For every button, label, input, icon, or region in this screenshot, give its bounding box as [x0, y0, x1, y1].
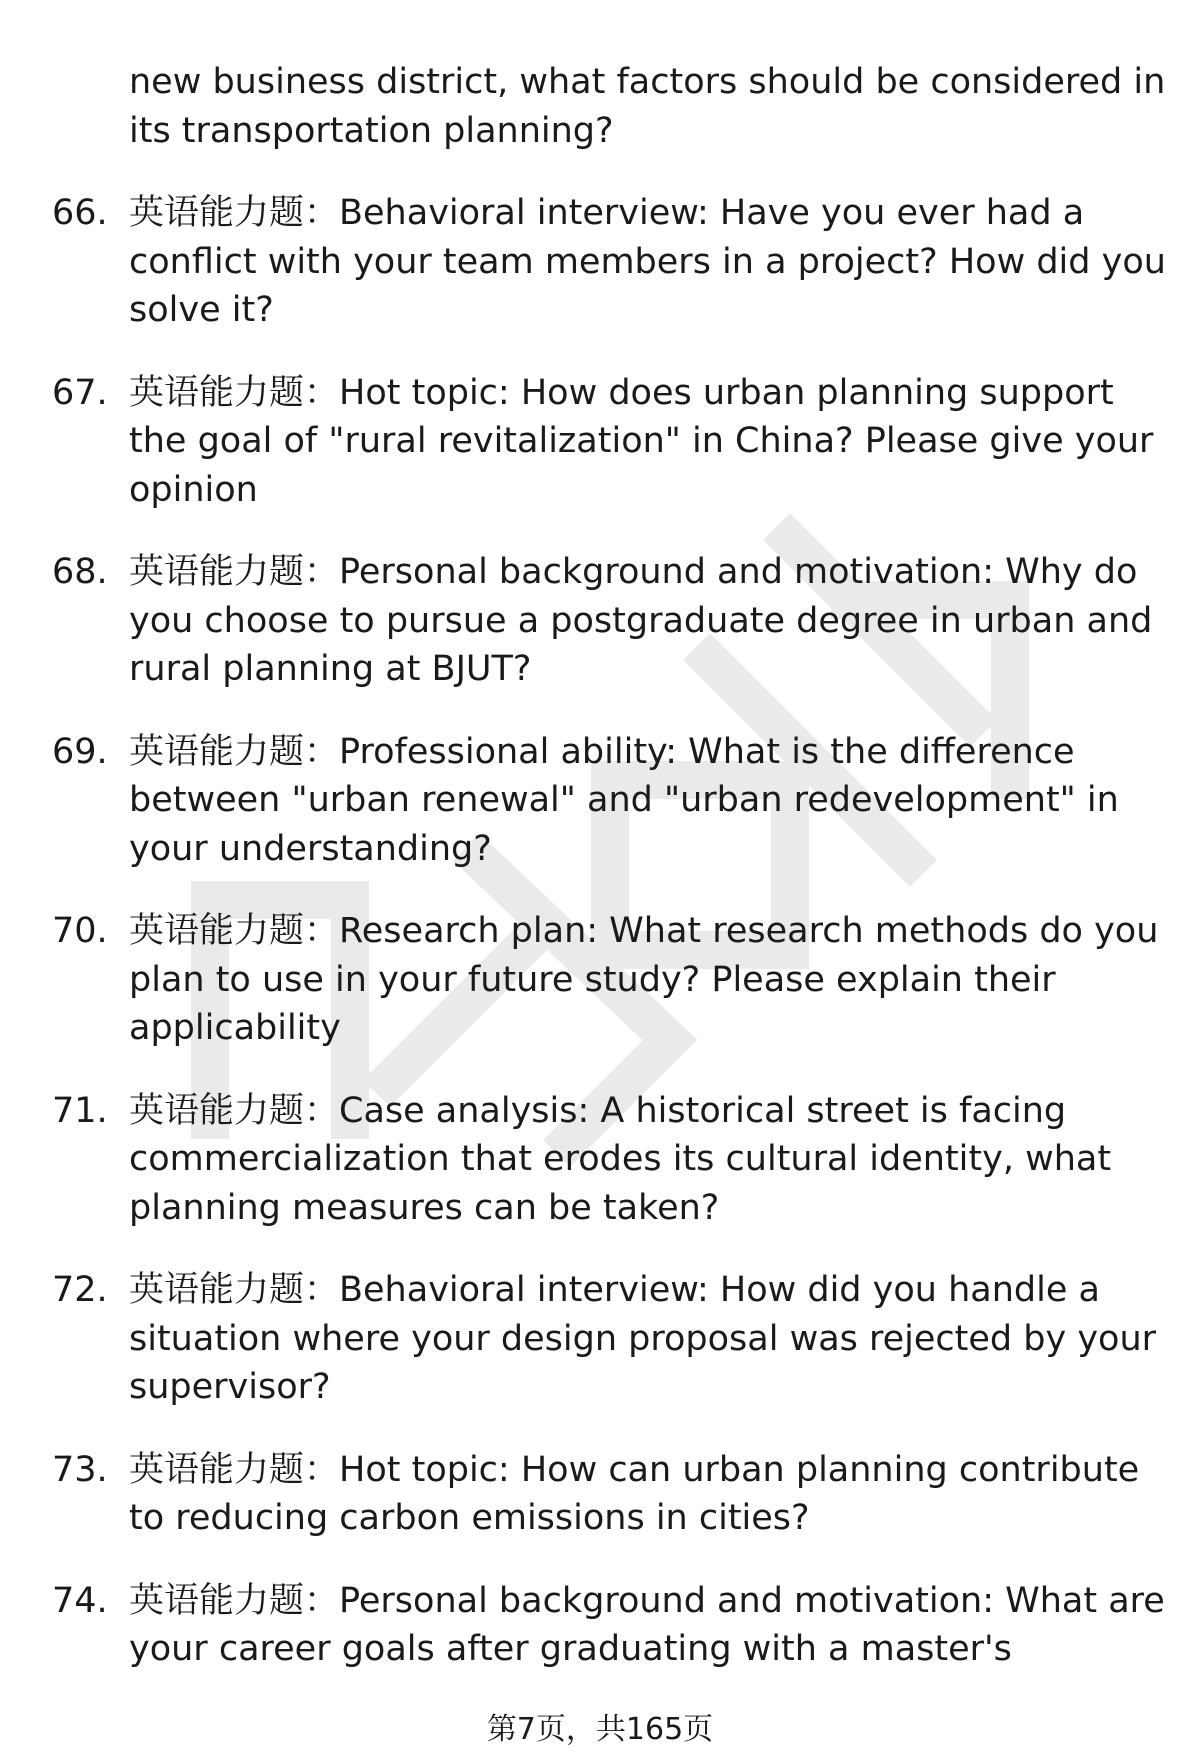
question-body: Behavioral interview: Have you ever had a conflict with your team members in a project? How did you solve it?	[129, 193, 1166, 330]
question-item	[0, 1087, 1200, 1233]
page-footer: 第7页，共165页	[486, 1712, 714, 1747]
question-text	[129, 1266, 1169, 1412]
question-category-prefix: 英语能力题：	[129, 1270, 340, 1310]
question-number: 72.	[52, 1270, 108, 1310]
document-body	[0, 58, 1200, 1674]
question-number: 70.	[52, 911, 108, 951]
question-body: Research plan: What research methods do you plan to use in your future study? Please explain their applicability	[129, 911, 1159, 1048]
question-number: 74.	[52, 1580, 108, 1621]
question-number: 68.	[52, 552, 108, 592]
question-text	[129, 548, 1169, 694]
question-number: 71.	[52, 1090, 108, 1131]
question-body: Personal background and motivation: Why do you choose to pursue a postgraduate degree in urban and rural planning at BJUT?	[129, 552, 1153, 689]
question-category-prefix: 英语能力题：	[129, 1090, 340, 1131]
question-body: Case analysis: A historical street is facing commercialization that erodes its cultural identity, what planning measures can be taken?	[129, 1090, 1112, 1228]
continued-question-text: new business district, what factors should be considered in its transportation planning?	[129, 62, 1166, 151]
question-text	[129, 728, 1169, 874]
question-text	[129, 1446, 1169, 1543]
question-body: Hot topic: How does urban planning support the goal of "rural revitalization" in China? Please give your opinion	[129, 372, 1154, 510]
question-text	[129, 1577, 1169, 1674]
question-number: 73.	[52, 1449, 108, 1490]
question-item	[0, 1266, 1200, 1412]
question-category-prefix: 英语能力题：	[129, 552, 340, 592]
question-item	[0, 1577, 1200, 1674]
question-category-prefix: 英语能力题：	[129, 731, 340, 772]
question-text	[129, 369, 1169, 515]
question-text	[129, 907, 1169, 1053]
question-item	[0, 907, 1200, 1053]
question-category-prefix: 英语能力题：	[129, 1449, 340, 1490]
question-body: Personal background and motivation: What are your career goals after graduating with a master's	[129, 1580, 1165, 1669]
question-text	[129, 1087, 1169, 1233]
question-text	[129, 189, 1169, 335]
question-category-prefix: 英语能力题：	[129, 911, 340, 951]
question-number: 66.	[52, 193, 108, 233]
question-category-prefix: 英语能力题：	[129, 372, 340, 413]
question-body: Hot topic: How can urban planning contribute to reducing carbon emissions in cities?	[129, 1449, 1140, 1538]
question-number: 69.	[52, 731, 108, 772]
question-item	[0, 369, 1200, 515]
question-category-prefix: 英语能力题：	[129, 193, 340, 233]
question-item	[0, 548, 1200, 694]
question-item	[0, 189, 1200, 335]
question-item	[0, 1446, 1200, 1543]
question-category-prefix: 英语能力题：	[129, 1580, 340, 1621]
question-body: Professional ability: What is the difference between "urban renewal" and "urban redevelopment" in your understanding?	[129, 731, 1119, 869]
question-list	[0, 189, 1200, 1674]
question-number: 67.	[52, 372, 108, 413]
question-item	[0, 728, 1200, 874]
question-body: Behavioral interview: How did you handle a situation where your design proposal was rejected by your supervisor?	[129, 1270, 1157, 1407]
